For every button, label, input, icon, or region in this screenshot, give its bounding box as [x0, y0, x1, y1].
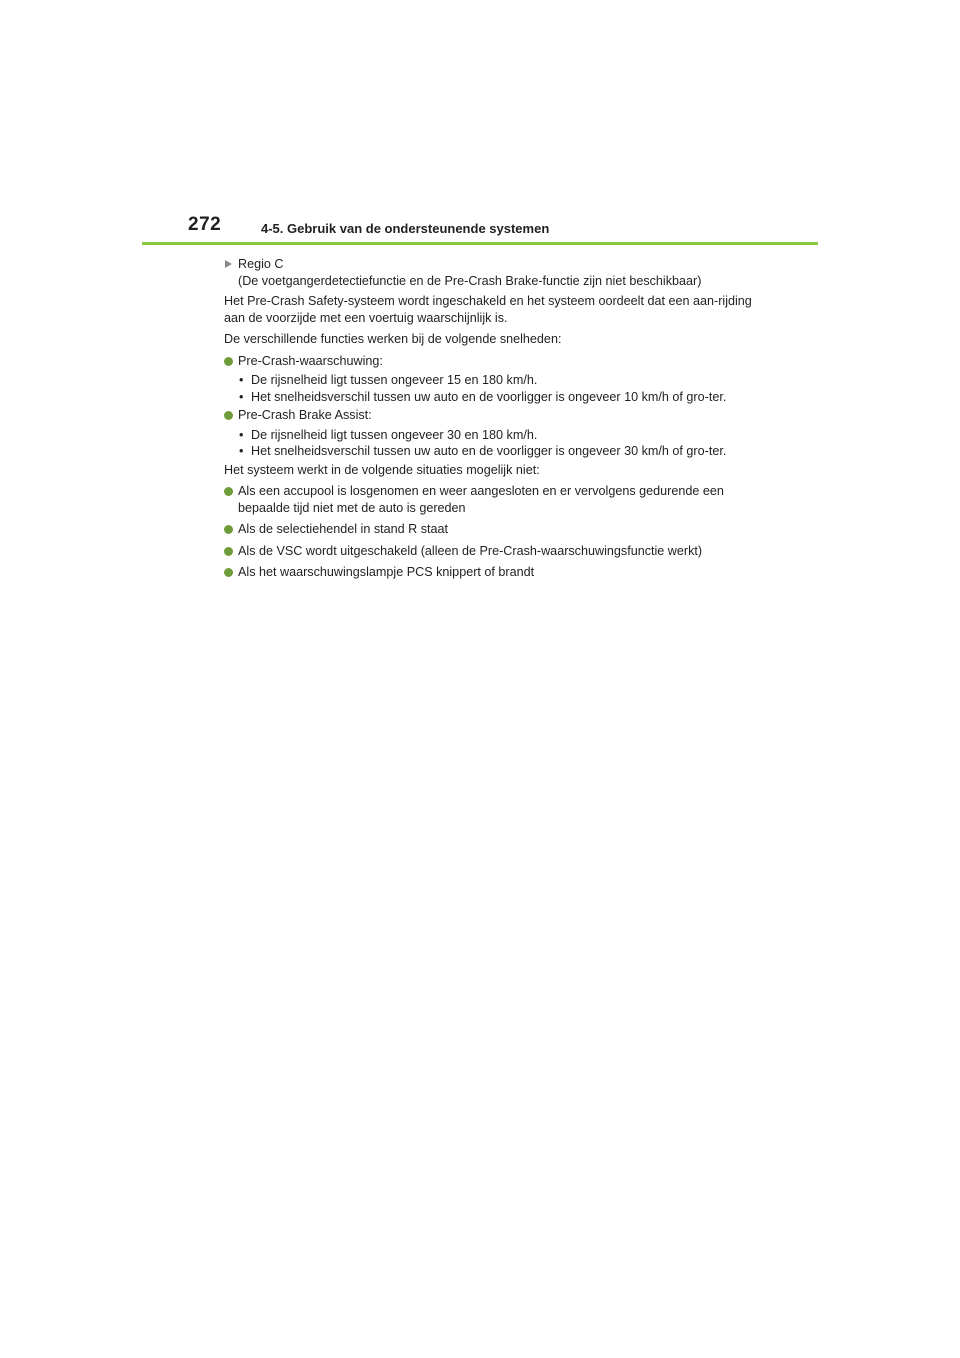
bullet-dot-icon	[224, 547, 233, 556]
page-content	[224, 256, 754, 586]
situations-intro: Het systeem werkt in de volgende situaties mogelijk niet:	[224, 462, 540, 477]
intro-paragraph: Het Pre-Crash Safety-systeem wordt ingeschakeld en het systeem oordeelt dat een aan-rijding aan de voorzijde met een voertuig waarschijnlijk is.	[224, 294, 752, 325]
bullet-dot-icon	[224, 487, 233, 496]
sub-bullet-mark: •	[239, 444, 244, 458]
sub-bullet-mark: •	[239, 389, 244, 404]
sub-item-text: Het snelheidsverschil tussen uw auto en de voorligger is ongeveer 30 km/h of gro-ter.	[251, 444, 727, 458]
region-note: (De voetgangerdetectiefunctie en de Pre-Crash Brake-functie zijn niet beschikbaar)	[238, 273, 702, 288]
list-item	[224, 483, 754, 516]
sub-item	[224, 389, 754, 406]
sub-bullet-mark: •	[239, 427, 244, 442]
sub-item-text: Het snelheidsverschil tussen uw auto en de voorligger is ongeveer 10 km/h of gro-ter.	[251, 389, 727, 404]
function-title-row	[224, 353, 754, 370]
triangle-bullet-icon	[225, 260, 232, 268]
region-block	[224, 256, 754, 289]
sub-list	[224, 427, 754, 460]
sub-item	[224, 372, 754, 389]
page-header	[188, 214, 818, 248]
sub-item	[224, 443, 754, 460]
bullet-dot-icon	[224, 568, 233, 577]
page-number: 272	[188, 214, 222, 235]
list-item	[224, 521, 754, 538]
sub-bullet-mark: •	[239, 373, 244, 387]
function-title: Pre-Crash Brake Assist:	[238, 408, 372, 422]
section-title: 4-5. Gebruik van de ondersteunende systemen	[261, 221, 550, 236]
situation-text: Als een accupool is losgenomen en weer aangesloten en er vervolgens gedurende een bepaalde tijd niet met de auto is gereden	[238, 484, 724, 515]
header-rule	[142, 242, 818, 245]
sub-item	[224, 427, 754, 444]
bullet-dot-icon	[224, 357, 233, 366]
region-title: Regio C	[238, 257, 284, 271]
bullet-dot-icon	[224, 411, 233, 420]
situations-list	[224, 483, 754, 581]
list-item	[224, 543, 754, 560]
speeds-intro: De verschillende functies werken bij de volgende snelheden:	[224, 332, 562, 346]
function-title: Pre-Crash-waarschuwing:	[238, 353, 383, 368]
sub-item-text: De rijsnelheid ligt tussen ongeveer 30 en 180 km/h.	[251, 427, 538, 442]
situation-text: Als het waarschuwingslampje PCS knippert of brandt	[238, 565, 535, 579]
bullet-dot-icon	[224, 525, 233, 534]
situation-text: Als de VSC wordt uitgeschakeld (alleen de Pre-Crash-waarschuwingsfunctie werkt)	[238, 543, 703, 558]
situation-text: Als de selectiehendel in stand R staat	[238, 522, 449, 536]
sub-list	[224, 372, 754, 405]
list-item	[224, 564, 754, 581]
sub-item-text: De rijsnelheid ligt tussen ongeveer 15 en 180 km/h.	[251, 373, 538, 387]
function-pre-crash-brake-assist	[224, 407, 754, 460]
function-pre-crash-warning	[224, 353, 754, 406]
function-title-row	[224, 407, 754, 424]
